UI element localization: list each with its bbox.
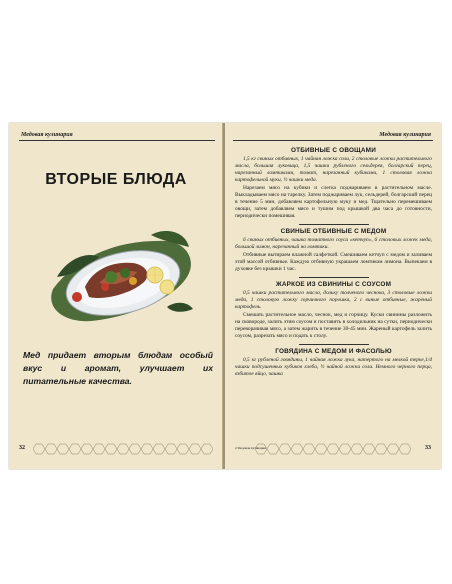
footer-left: [9, 441, 223, 457]
page-number-left: 32: [19, 445, 25, 451]
running-head-left: Медовая кулинария: [21, 132, 73, 138]
section-divider: [299, 344, 369, 345]
recipe-ingredients: 1,5 кг свиных отбивных, 1 чайная ложка соли, 2 столовые ложки растительного масла, большая луковица, 1,5 чашки рубленого сельдерея, болгарский перец, нарезанный ломтиками, томат, нарезанный кубиками, 1 столовая ложка картофельной муки, ½ чашки меда.: [235, 156, 432, 183]
recipe-title: СВИНЫЕ ОТБИВНЫЕ С МЕДОМ: [280, 228, 387, 235]
running-head-right: Медовая кулинария: [379, 132, 431, 138]
recipe-instructions: Отбивные вытираем влажной салфеткой. Смешиваем кетчуп с медом и заливаем этой массой отбивные. Каждую отбивную украшаем ломтиком лимона. Выпекаем в духовке без крышки 1 час.: [235, 252, 432, 272]
right-page: [225, 123, 441, 469]
dish-photo: [47, 217, 197, 329]
footer-right: [225, 441, 441, 457]
open-book: [9, 123, 441, 469]
footer-signature-note: 2 Медовая кулинария: [235, 446, 266, 450]
left-page: [9, 123, 224, 469]
recipe-title: ОТБИВНЫЕ С ОВОЩАМИ: [290, 147, 377, 154]
section-divider: [299, 277, 369, 278]
recipe-instructions: Смешать растительное масло, чеснок, мед и горчицу. Куски свинины разложить на сковороде, залить этим соусом и поставить в холодильник на сутки, периодически переворачивая мясо, а затем жарить в течение 30-45 мин. Жареный картофель залить соусом, разрезать мясо и подать к столу.: [235, 312, 432, 339]
recipes-column: [235, 144, 432, 378]
header-rule-right: [233, 140, 433, 141]
recipe-ingredients: 6 свиных отбивных, чашка томатного соуса «кетчуп», 6 столовых ложек меда, большой лимон, нарезанный на ломтики.: [235, 237, 432, 250]
honeycomb-ornament-right: [255, 443, 411, 455]
recipe-ingredients: 0,5 кг рубленой говядины, 1 чайная ложка лука, натертого на мелкой терке,1/4 чашки подсушенных кубиков хлеба, ½ чайной ложки соли. Немного черного перца, взбитое яйцо, чашка: [235, 357, 432, 377]
recipe-ingredients: 0,5 чашки растительного масла, дольку толченого чеснока, 3 столовые ложки меда, 1 столовую ложку горчичного порошка, 2 с виные отбивные, жареный картофель.: [235, 290, 432, 310]
section-divider: [299, 224, 369, 225]
recipe-instructions: Нарезаем мясо на кубики и слегка поджариваем в растительном масле. Выкладываем мясо на тарелку. Затем поджариваем лук, сельдерей, болгарский перец в течение 5 мин, добавляем картофельную муку и мед. Тщательно перемешиваем овощи, затем добавляем мясо и тушим под крышкой два часа до готовности, периодически помешивая.: [235, 185, 432, 219]
chapter-quote: Мед придает вторым блюдам особый вкус и аромат, улучшает их питательные качества.: [23, 350, 213, 386]
honeycomb-ornament-left: [33, 443, 213, 455]
recipe-title: ГОВЯДИНА С МЕДОМ И ФАСОЛЬЮ: [275, 348, 392, 355]
recipe-title: ЖАРКОЕ ИЗ СВИНИНЫ С СОУСОМ: [275, 281, 392, 288]
header-rule-left: [19, 140, 215, 141]
chapter-title: ВТОРЫЕ БЛЮДА: [45, 171, 187, 188]
page-number-right: 33: [425, 445, 431, 451]
